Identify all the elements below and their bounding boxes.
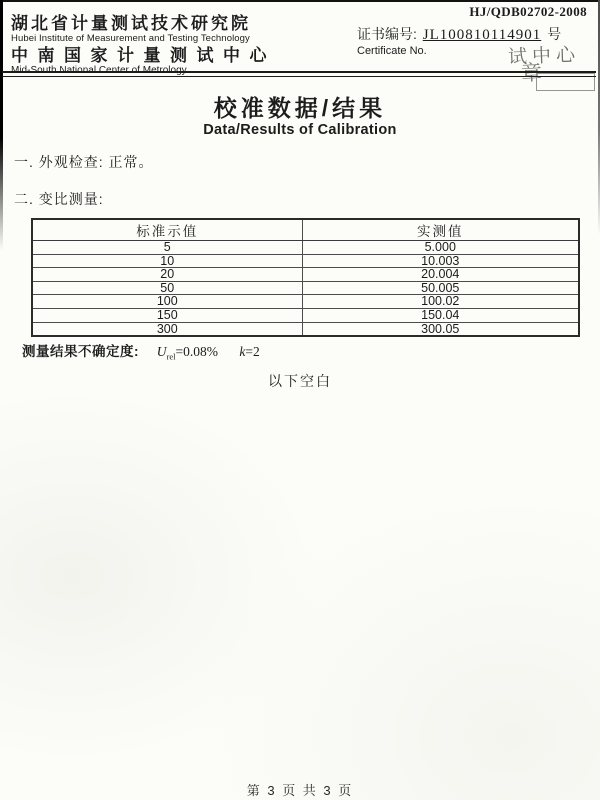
certificate-label-cn: 证书编号: [357,26,417,42]
stamp-fragment-text-bottom: 章 [520,61,543,86]
scan-edge-top [0,0,600,2]
uncertainty-u-value: =0.08% [175,344,218,359]
table-row [32,241,579,255]
table-row [32,268,579,282]
org-name-cn-primary: 湖北省计量测试技术研究院 [11,14,251,33]
header-divider-rule [2,71,596,77]
standard-value-cell: 150 [32,308,302,322]
coverage-factor-value: =2 [245,344,260,359]
standard-value-cell: 5 [32,241,302,255]
measured-value-cell: 150.04 [302,308,579,322]
uncertainty-statement [22,340,260,362]
page-number-footer: 第 3 页 共 3 页 [246,783,354,798]
page-title-cn: 校准数据/结果 [213,95,387,121]
section-ratio-measurement: 二. 变比测量: [14,191,104,207]
standard-value-cell: 300 [32,322,302,336]
measured-value-cell: 10.003 [302,254,579,268]
org-name-en-primary: Hubei Institute of Measurement and Testing Technology [11,33,250,44]
certificate-number: JL100810114901 [422,27,542,43]
table-row [32,322,579,336]
stamp-fragment-text-top: 试中心 [507,44,581,69]
calibration-table [31,218,580,337]
table-row [32,254,579,268]
section-appearance-check: 一. 外观检查: 正常。 [14,154,154,170]
measured-value-cell: 100.02 [302,295,579,309]
standard-value-cell: 20 [32,268,302,282]
org-name-en-secondary: Mid-South National Center of Metrology [11,64,187,76]
uncertainty-u-symbol: U [156,344,167,359]
coverage-factor-symbol: k [239,344,246,359]
standard-value-cell: 100 [32,295,302,309]
document-code: HJ/QDB02702-2008 [469,4,587,19]
uncertainty-label: 测量结果不确定度: [22,344,139,359]
blank-below-note: 以下空白 [268,373,332,389]
table-row [32,281,579,295]
organization-header [11,15,276,76]
certificate-number-suffix: 号 [547,26,562,42]
measured-value-cell: 300.05 [302,322,579,336]
table-header-row [32,219,579,241]
standard-value-cell: 10 [32,254,302,268]
uncertainty-u-subscript: rel [166,351,176,362]
column-header-measured-value: 实测值 [302,219,579,241]
column-header-standard-value: 标准示值 [32,219,302,241]
measured-value-cell: 5.000 [302,241,579,255]
page-title-en: Data/Results of Calibration [203,122,397,138]
measured-value-cell: 20.004 [302,268,579,282]
standard-value-cell: 50 [32,281,302,295]
table-row [32,308,579,322]
certificate-label-en: Certificate No. [357,45,427,57]
org-name-cn-secondary: 中南国家计量测试中心 [11,45,276,65]
measured-value-cell: 50.005 [302,281,579,295]
table-row [32,295,579,309]
